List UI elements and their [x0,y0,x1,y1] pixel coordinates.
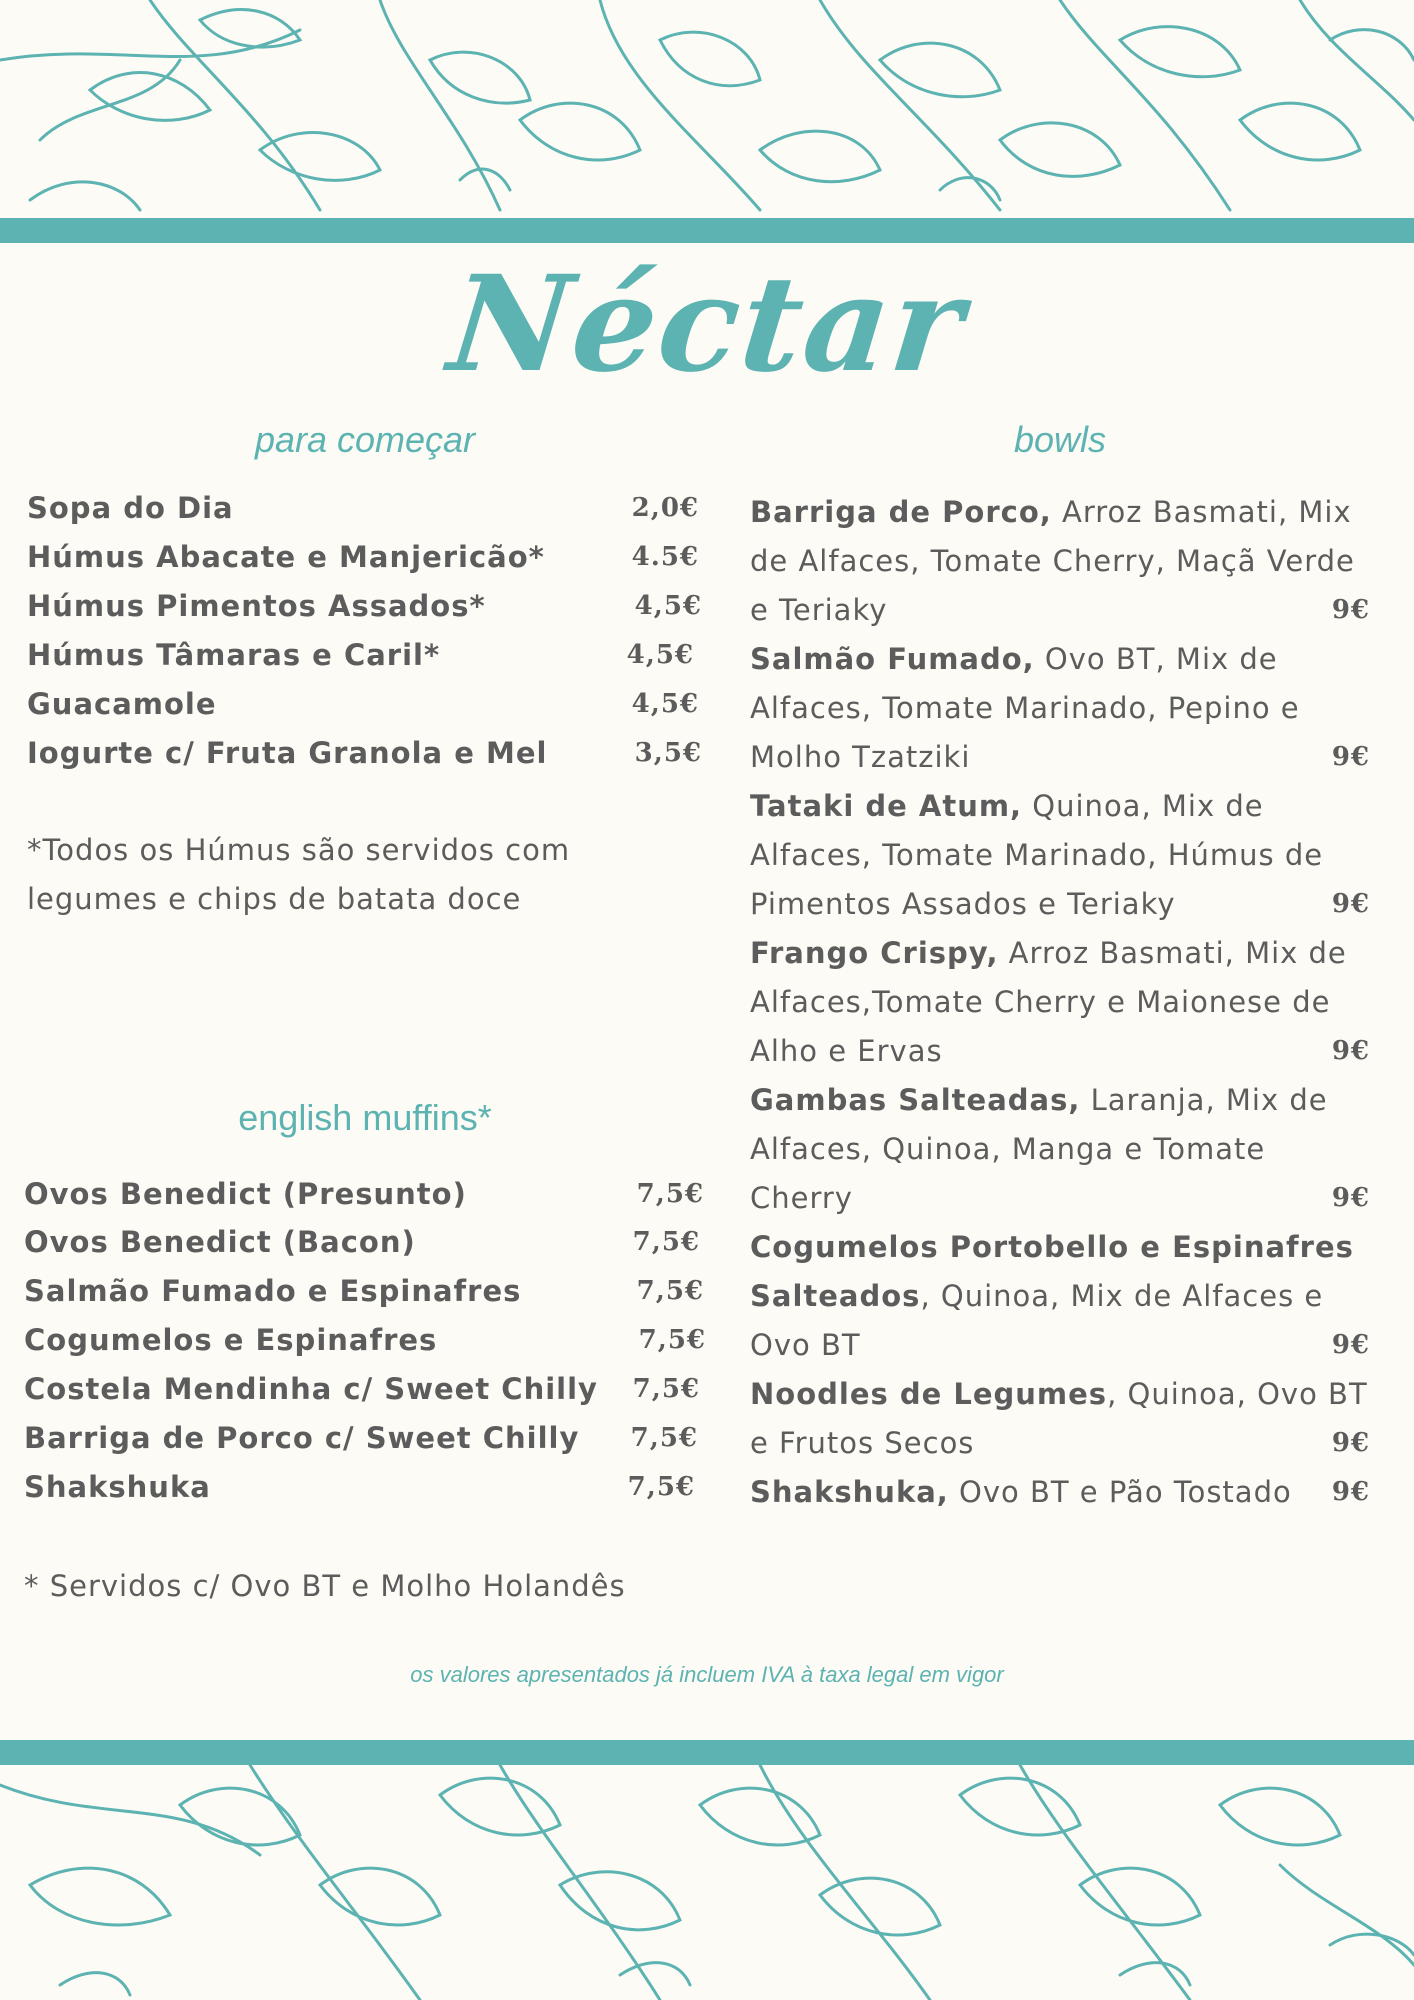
bowl-name: Cogumelos Portobello e Espinafres Salteados [750,1230,1354,1313]
note-line: *Todos os Húmus são servidos com [27,833,571,867]
restaurant-logo: Néctar [442,247,972,402]
bowl-name: Noodles de Legumes [750,1377,1108,1411]
bowl-description: , Quinoa, Ovo BT e Frutos Secos [750,1377,1368,1460]
bowl-price: 9€ [1331,1183,1370,1213]
bowl-description: Arroz Basmati, Mix de Alfaces, Tomate Cherry, Maçã Verde e Teriaky [750,495,1355,627]
item-price: 4,5€ [634,591,702,621]
item-name: Sopa do Dia [27,491,234,525]
menu-item [27,684,699,724]
bowl-item [750,1468,1370,1517]
section-title-muffins: english muffins* [238,1097,492,1138]
item-name: Húmus Pimentos Assados* [27,589,486,623]
item-name: Ovos Benedict (Presunto) [24,1177,467,1211]
section-title-starters: para começar [254,419,476,460]
bowl-item [750,635,1370,782]
menu-item [27,635,694,675]
bowl-description: Quinoa, Mix de Alfaces, Tomate Marinado, Húmus de Pimentos Assados e Teriaky [750,789,1324,921]
menu-item [27,733,702,773]
menu-item [24,1418,698,1458]
bowl-price: 9€ [1331,1477,1370,1507]
bowl-price: 9€ [1331,1036,1370,1066]
bowl-description: Ovo BT e Pão Tostado [948,1475,1292,1509]
item-name: Cogumelos e Espinafres [24,1323,438,1357]
item-name: Salmão Fumado e Espinafres [24,1274,522,1308]
bowl-price: 9€ [1331,889,1370,919]
item-name: Ovos Benedict (Bacon) [24,1225,416,1259]
bowl-description: Laranja, Mix de Alfaces, Quinoa, Manga e Tomate Cherry [750,1083,1328,1215]
vat-note: os valores apresentados já incluem IVA à taxa legal em vigor [410,1662,1004,1687]
hummus-note [27,826,707,924]
item-price: 7,5€ [636,1179,704,1209]
item-price: 7,5€ [627,1472,695,1502]
bottom-divider-bar [0,1740,1414,1765]
bowl-name: Gambas Salteadas, [750,1083,1081,1117]
bowl-price: 9€ [1331,1428,1370,1458]
bowls-list [750,488,1370,1517]
bowl-name: Salmão Fumado, [750,642,1035,676]
item-name: Húmus Abacate e Manjericão* [27,540,545,574]
bowl-price: 9€ [1331,742,1370,772]
menu-item [27,537,699,577]
bowl-item [750,1370,1370,1468]
bowl-name: Shakshuka, [750,1475,949,1509]
item-price: 4.5€ [631,542,699,572]
note-line: legumes e chips de batata doce [27,882,522,916]
bowl-item [750,929,1370,1076]
bowl-price: 9€ [1331,1330,1370,1360]
menu-item [24,1222,700,1262]
item-price: 2,0€ [631,493,699,523]
bowl-description: Ovo BT, Mix de Alfaces, Tomate Marinado, Pepino e Molho Tzatziki [750,642,1300,774]
item-price: 3,5€ [634,738,702,768]
leaf-pattern-bottom [0,1765,1414,2000]
bowl-description: Arroz Basmati, Mix de Alfaces,Tomate Cherry e Maionese de Alho e Ervas [750,936,1347,1068]
bowl-item [750,782,1370,929]
item-price: 7,5€ [632,1374,700,1404]
bowl-name: Barriga de Porco, [750,495,1052,529]
menu-item [24,1174,704,1214]
menu-item [24,1467,695,1507]
menu-item [24,1320,706,1360]
item-name: Húmus Tâmaras e Caril* [27,638,441,672]
item-price: 7,5€ [630,1423,698,1453]
bowl-description: , Quinoa, Mix de Alfaces e Ovo BT [750,1279,1324,1362]
bowl-item [750,1223,1370,1370]
muffins-note: * Servidos c/ Ovo BT e Molho Holandês [24,1569,626,1603]
menu-item [24,1369,700,1409]
item-price: 7,5€ [638,1325,706,1355]
item-name: Iogurte c/ Fruta Granola e Mel [27,736,548,770]
item-price: 4,5€ [631,689,699,719]
bowl-name: Tataki de Atum, [750,789,1023,823]
menu-item [27,488,699,528]
item-name: Shakshuka [24,1470,211,1504]
bowl-item [750,488,1370,635]
menu-item [24,1271,704,1311]
bowl-price: 9€ [1331,595,1370,625]
bowl-item [750,1076,1370,1223]
section-title-bowls: bowls [1013,419,1107,460]
item-price: 7,5€ [632,1227,700,1257]
menu-item [27,586,702,626]
item-name: Costela Mendinha c/ Sweet Chilly [24,1372,598,1406]
item-name: Guacamole [27,687,217,721]
item-price: 7,5€ [636,1276,704,1306]
top-divider-bar [0,218,1414,243]
item-name: Barriga de Porco c/ Sweet Chilly [24,1421,580,1455]
bowl-name: Frango Crispy, [750,936,999,970]
item-price: 4,5€ [626,640,694,670]
leaf-pattern-top [0,0,1414,218]
